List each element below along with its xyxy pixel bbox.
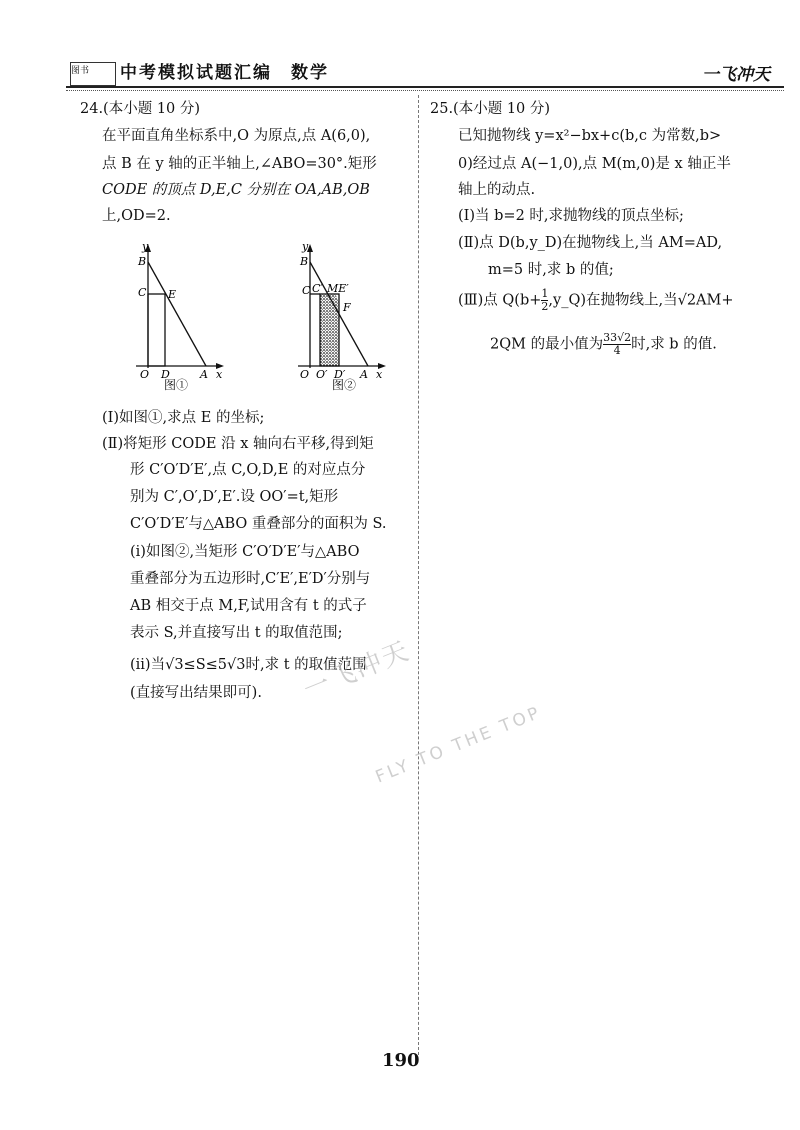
fraction-numerator: 1 — [541, 287, 549, 300]
q24-intro-line-1: 在平面直角坐标系中,O 为原点,点 A(6,0), — [102, 128, 371, 144]
header-rule-dotted — [66, 90, 784, 91]
fraction-denominator: 4 — [613, 344, 621, 357]
fig2-label-y: y — [302, 240, 309, 253]
q24-heading: 24.(本小题 10 分) — [80, 101, 201, 117]
q24-sub-i-line-1: (ⅰ)如图②,当矩形 C′O′D′E′与△ABO — [130, 544, 360, 560]
q25-part-3-text-c: 2QM 的最小值为 — [490, 336, 604, 353]
q24-sub-i-line-3: AB 相交于点 M,F,试用含有 t 的式子 — [130, 598, 367, 614]
q24-intro-line-4: 上,OD=2. — [102, 208, 171, 224]
fig2-label-c-prime: C′ — [312, 282, 323, 295]
q25-part-2-line-2: m=5 时,求 b 的值; — [488, 262, 614, 278]
column-divider — [418, 95, 419, 1055]
q25-intro-line-1: 已知抛物线 y=x²−bx+c(b,c 为常数,b> — [458, 128, 722, 144]
q24-sub-i-line-4: 表示 S,并直接写出 t 的取值范围; — [130, 625, 343, 641]
q25-part-3-fraction-2 — [603, 332, 631, 357]
fig1-label-y: y — [142, 240, 149, 253]
header-logo: 图书 — [70, 62, 116, 86]
fig1-label-o: O — [140, 368, 150, 381]
fraction-denominator: 2 — [541, 300, 549, 313]
fig2-caption: 图② — [332, 378, 357, 392]
q24-part-2-line-4: C′O′D′E′与△ABO 重叠部分的面积为 S. — [130, 516, 387, 532]
q24-part-2-line-1: (Ⅱ)将矩形 CODE 沿 x 轴向右平移,得到矩 — [102, 436, 374, 452]
q25-intro-line-3: 轴上的动点. — [458, 182, 536, 198]
fig1-caption: 图① — [164, 378, 189, 392]
q24-intro-line-3: CODE 的顶点 D,E,C 分别在 OA,AB,OB — [102, 182, 370, 198]
q24-sub-ii-line-2: (直接写出结果即可). — [130, 685, 262, 701]
fig2-label-d-prime: D′ — [334, 368, 346, 381]
header-brand: 一飞冲天 — [702, 65, 770, 85]
page-number: 190 — [382, 1050, 420, 1071]
header-title: 中考模拟试题汇编 数学 — [120, 63, 329, 83]
fig1-rectangle-code — [148, 294, 165, 366]
q24-part-1: (Ⅰ)如图①,求点 E 的坐标; — [102, 410, 265, 426]
fig2-label-b: B — [300, 255, 309, 268]
fraction-numerator: 33√2 — [603, 331, 632, 344]
q24-sub-i-line-2: 重叠部分为五边形时,C′E′,E′D′分别与 — [130, 571, 371, 587]
fig1-label-a: A — [200, 368, 208, 381]
fig2-overlap-region — [320, 294, 339, 366]
fig1-label-e: E — [168, 288, 177, 301]
q25-part-3-text-b: ,y_Q)在抛物线上,当√2AM+ — [548, 292, 734, 309]
q25-heading: 25.(本小题 10 分) — [430, 101, 551, 117]
fig2-label-f: F — [343, 301, 351, 314]
fig1-label-b: B — [138, 255, 147, 268]
fig2-label-a: A — [360, 368, 368, 381]
fig1-label-x: x — [216, 368, 223, 381]
header-rule — [66, 86, 784, 88]
q25-part-2-line-1: (Ⅱ)点 D(b,y_D)在抛物线上,当 AM=AD, — [458, 235, 723, 251]
fig2-label-o-prime: O′ — [316, 368, 328, 381]
q25-part-1: (Ⅰ)当 b=2 时,求抛物线的顶点坐标; — [458, 208, 684, 224]
figure-2 — [290, 238, 400, 398]
q25-part-3-text-a: (Ⅲ)点 Q(b+ — [458, 292, 542, 309]
watermark-subtext: FLY TO THE TOP — [372, 702, 545, 788]
fig1-label-d: D — [161, 368, 170, 381]
q25-part-3-line-1 — [458, 288, 734, 313]
q25-intro-line-2: 0)经过点 A(−1,0),点 M(m,0)是 x 轴正半 — [458, 156, 731, 172]
fig2-label-x: x — [376, 368, 383, 381]
fig1-label-c: C — [138, 286, 147, 299]
q24-part-2-line-2: 形 C′O′D′E′,点 C,O,D,E 的对应点分 — [130, 462, 366, 478]
q24-part-2-line-3: 别为 C′,O′,D′,E′.设 OO′=t,矩形 — [130, 489, 339, 505]
fig2-label-o: O — [300, 368, 310, 381]
q25-part-3-line-2 — [490, 332, 717, 357]
fig2-label-c: C — [302, 284, 311, 297]
q25-part-3-text-d: 时,求 b 的值. — [631, 336, 717, 353]
fig2-label-m-e-prime: ME′ — [327, 282, 349, 295]
fig1-segment-ab — [148, 262, 206, 366]
q24-intro-line-2: 点 B 在 y 轴的正半轴上,∠ABO=30°.矩形 — [102, 156, 377, 172]
watermark-text: 一飞冲天 — [299, 635, 415, 706]
q24-sub-ii-line-1: (ⅱ)当√3≤S≤5√3时,求 t 的取值范围 — [130, 657, 367, 673]
figure-1 — [128, 238, 228, 398]
